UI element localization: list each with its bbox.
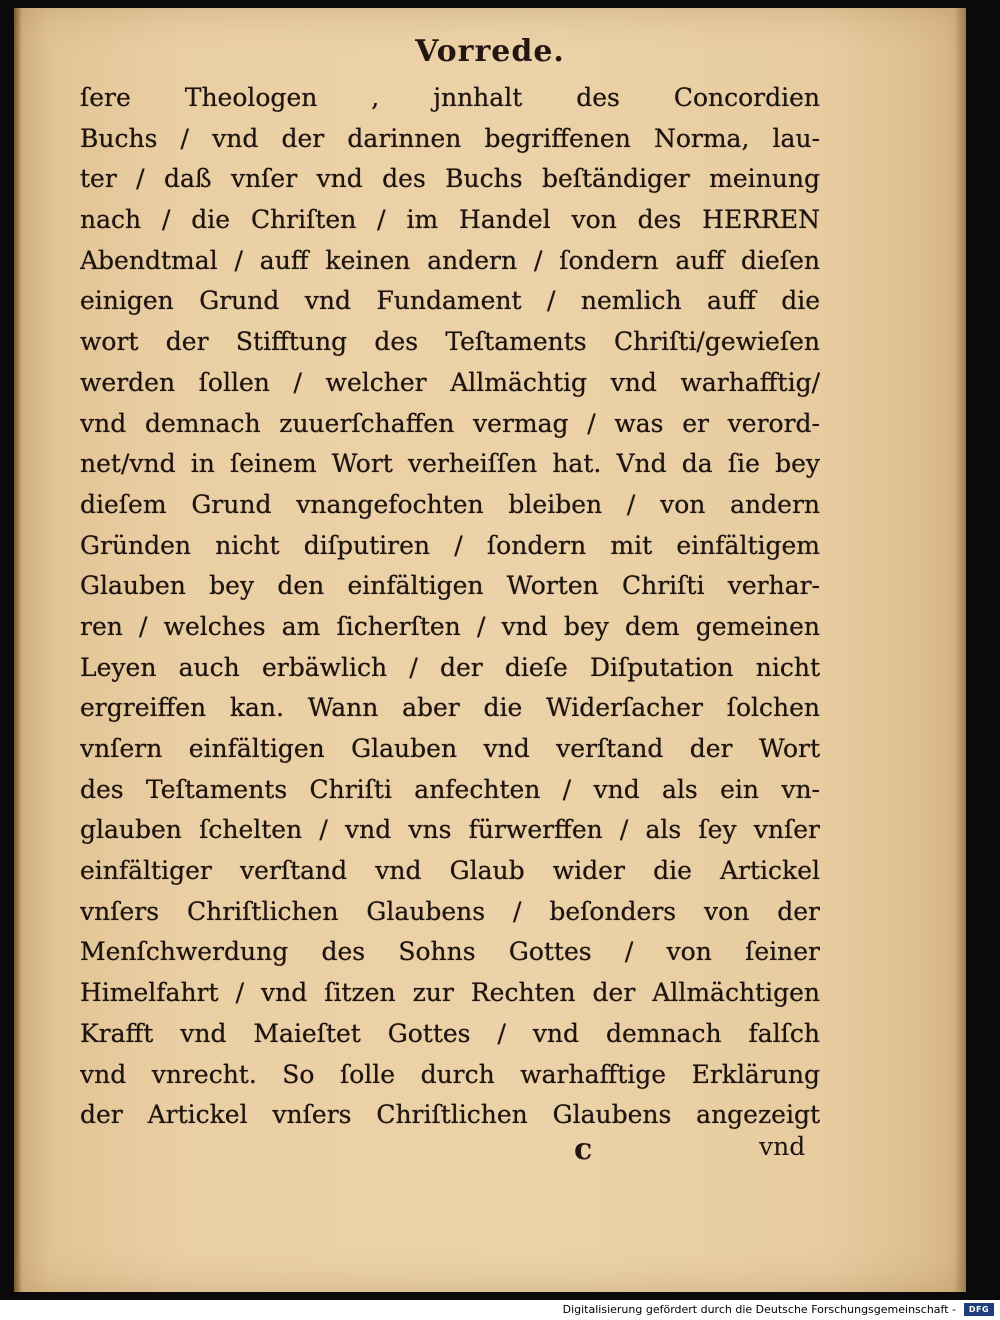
text-line: Krafft vnd Maieſtet Gottes / vnd demnach falſch — [80, 1018, 820, 1048]
text-line: ter / daß vnſer vnd des Buchs beſtändiger meinung — [80, 164, 820, 194]
text-line: vnſern einfältigen Glauben vnd verſtand der Wort — [80, 734, 820, 763]
text-line: einigen Grund vnd Fundament / nemlich auff die — [80, 286, 820, 316]
footer-bar — [0, 1300, 1000, 1320]
text-line: Abendtmal / auff keinen andern / ſondern auff dieſen — [80, 245, 820, 275]
book-page — [14, 8, 966, 1292]
running-head: Vorrede. — [415, 34, 565, 69]
catchword: vnd — [759, 1132, 806, 1161]
dfg-logo: DFG — [964, 1303, 994, 1316]
text-line: vnſers Chriſtlichen Glaubens / beſonders von der — [80, 896, 820, 926]
page-fore-edge — [954, 8, 966, 1292]
text-line: glauben ſchelten / vnd vns fürwerffen / als ſey vnſer — [80, 815, 820, 845]
text-line: einfältiger verſtand vnd Glaub wider die Artickel — [80, 856, 820, 886]
page-spine-shadow — [14, 8, 22, 1292]
text-line: Menſchwerdung des Sohns Gottes / von ſeiner — [80, 937, 820, 967]
text-line: ergreiffen kan. Wann aber die Widerſacher ſolchen — [80, 693, 820, 723]
text-line: net/vnd in ſeinem Wort verheiſſen hat. Vnd da ſie bey — [80, 449, 820, 479]
text-line: dieſem Grund vnangefochten bleiben / von andern — [80, 489, 820, 519]
text-line: werden ſollen / welcher Allmächtig vnd warhafftig/ — [80, 367, 820, 397]
text-line: der Artickel vnſers Chriſtlichen Glaubens angezeigt — [80, 1100, 820, 1130]
text-line: wort der Stifftung des Teſtaments Chriſti/gewieſen — [80, 327, 820, 357]
funding-credit: Digitalisierung gefördert durch die Deutsche Forschungsgemeinschaft - — [562, 1303, 956, 1316]
text-line: nach / die Chriſten / im Handel von des HERREN — [80, 205, 820, 235]
text-line: ſere Theologen , jnnhalt des Concordien — [80, 83, 820, 112]
text-line: Buchs / vnd der darinnen begriffenen Norma, lau- — [80, 123, 820, 153]
text-line: Gründen nicht diſputiren / ſondern mit einfältigem — [80, 530, 820, 560]
text-line: Glauben bey den einfältigen Worten Chriſti verhar- — [80, 571, 820, 601]
text-line: ren / welches am ſicherſten / vnd bey dem gemeinen — [80, 611, 820, 641]
signature-mark: c — [574, 1132, 593, 1167]
text-line: Himelfahrt / vnd ſitzen zur Rechten der Allmächtigen — [80, 978, 820, 1008]
text-line: des Teſtaments Chriſti anfechten / vnd als ein vn- — [80, 774, 820, 804]
text-line: Leyen auch erbäwlich / der dieſe Diſputation nicht — [80, 652, 820, 682]
text-block — [80, 78, 820, 1136]
text-line: vnd vnrecht. So ſolle durch warhafftige Erklärung — [80, 1059, 820, 1089]
text-line: vnd demnach zuuerſchaffen vermag / was er verord- — [80, 408, 820, 438]
